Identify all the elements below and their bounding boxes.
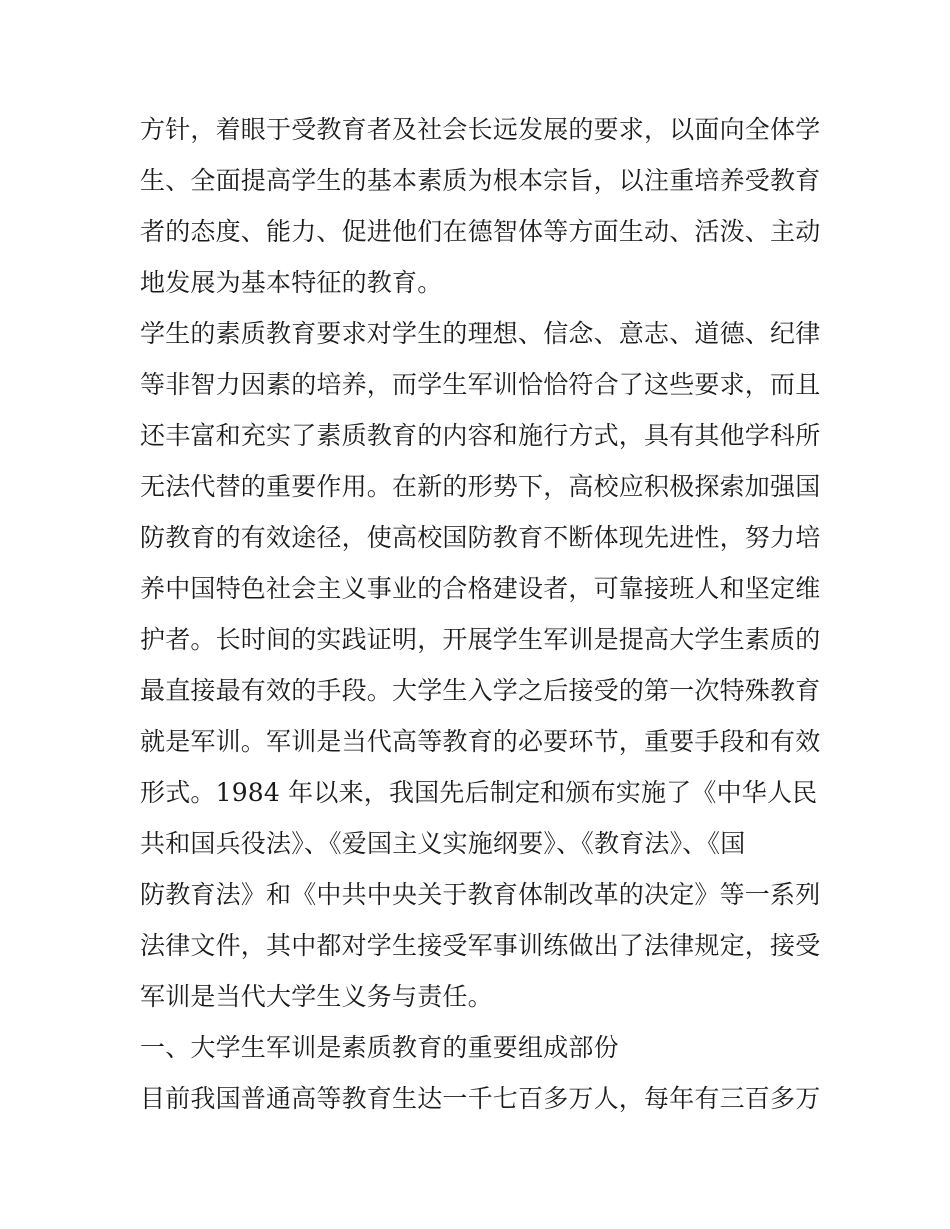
text-line-10: 养中国特色社会主义事业的合格建设者，可靠接班人和坚定维 <box>140 574 821 603</box>
text-line-9: 防教育的有效途径，使高校国防教育不断体现先进性，努力培 <box>140 523 821 552</box>
section-heading: 一、大学生军训是素质教育的重要组成部份 <box>140 1033 619 1062</box>
text-line-5: 学生的素质教育要求对学生的理想、信念、意志、道德、纪律 <box>140 319 821 348</box>
text-line-12: 最直接最有效的手段。大学生入学之后接受的第一次特殊教育 <box>140 676 821 705</box>
text-line-18: 军训是当代大学生义务与责任。 <box>140 982 493 1011</box>
text-line-16: 防教育法》和《中共中央关于教育体制改革的决定》等一系列 <box>140 880 821 909</box>
text-line-7: 还丰富和充实了素质教育的内容和施行方式，具有其他学科所 <box>140 421 821 450</box>
text-line-17: 法律文件，其中都对学生接受军事训练做出了法律规定，接受 <box>140 931 821 960</box>
text-line-8: 无法代替的重要作用。在新的形势下，高校应积极探索加强国 <box>140 472 821 501</box>
text-line-3: 者的态度、能力、促进他们在德智体等方面生动、活泼、主动 <box>140 217 821 246</box>
text-line-1: 方针，着眼于受教育者及社会长远发展的要求，以面向全体学 <box>140 115 821 144</box>
text-line-15: 共和国兵役法》、《爱国主义实施纲要》、《教育法》、《国 <box>140 829 746 858</box>
text-line-14: 形式。1984 年以来，我国先后制定和颁布实施了《中华人民 <box>140 778 818 807</box>
text-line-11: 护者。长时间的实践证明，开展学生军训是提高大学生素质的 <box>140 625 821 654</box>
text-line-20: 目前我国普通高等教育生达一千七百多万人，每年有三百多万 <box>140 1084 821 1113</box>
text-line-13: 就是军训。军训是当代高等教育的必要环节，重要手段和有效 <box>140 727 821 756</box>
text-line-2: 生、全面提高学生的基本素质为根本宗旨，以注重培养受教育 <box>140 166 821 195</box>
text-line-6: 等非智力因素的培养，而学生军训恰恰符合了这些要求，而且 <box>140 370 821 399</box>
text-line-4: 地发展为基本特征的教育。 <box>140 268 443 297</box>
